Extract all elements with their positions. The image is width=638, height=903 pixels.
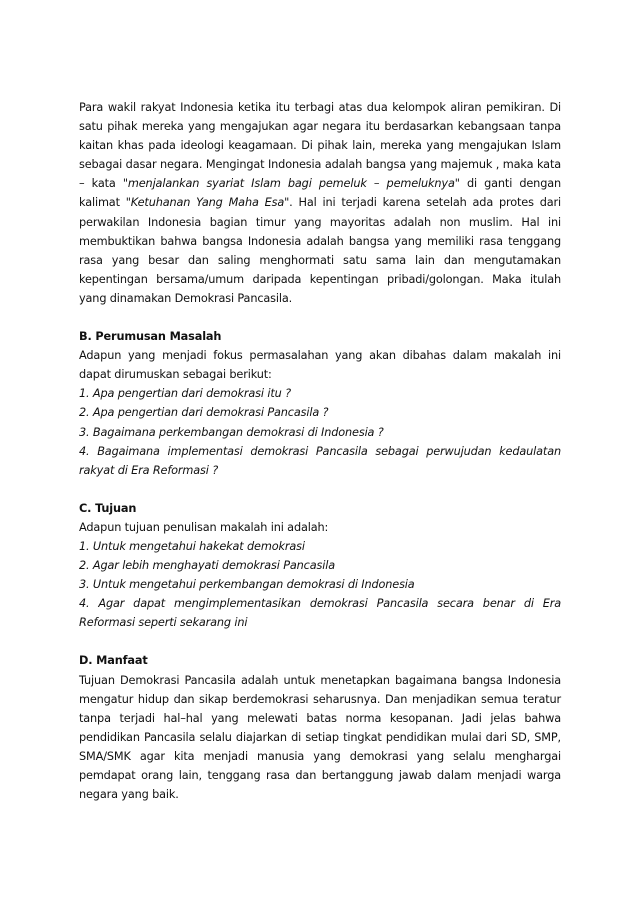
intro-text-2: di ganti dengan kalimat — [79, 177, 561, 210]
intro-quote-2: "Ketuhanan Yang Maha Esa" — [125, 196, 290, 210]
list-item: 4. Agar dapat mengimplementasikan demokrasi Pancasila secara benar di Era Reformasi seperti sekarang ini — [79, 597, 561, 630]
section-d-heading: D. Manfaat — [79, 654, 148, 668]
intro-text-1: Para wakil rakyat Indonesia ketika itu terbagi atas dua kelompok aliran pemikiran. Di satu pihak mereka yang mengajukan agar negara itu berdasarkan kebangsaan tanpa kaitan khas pada ideologi keagamaan. Di pihak lain, mereka yang mengajukan Islam sebagai dasar negara. Mengingat Indonesia adalah bangsa yang majemuk , maka kata – kata — [79, 101, 561, 191]
section-b-intro: Adapun yang menjadi fokus permasalahan yang akan dibahas dalam makalah ini dapat dirumuskan sebagai berikut: — [79, 349, 561, 382]
intro-quote-1: "menjalankan syariat Islam bagi pemeluk – pemeluknya" — [122, 177, 460, 191]
intro-paragraph — [79, 98, 561, 308]
list-item: 3. Bagaimana perkembangan demokrasi di Indonesia ? — [79, 425, 384, 439]
list-item: 1. Apa pengertian dari demokrasi itu ? — [79, 387, 291, 401]
list-item: 4. Bagaimana implementasi demokrasi Pancasila sebagai perwujudan kedaulatan rakyat di Era Reformasi ? — [79, 444, 561, 477]
document-content — [79, 98, 561, 804]
section-d-body: Tujuan Demokrasi Pancasila adalah untuk menetapkan bagaimana bangsa Indonesia mengatur hidup dan sikap berdemokrasi seharusnya. Dan menjadikan semua teratur tanpa terjadi hal–hal yang melewati batas norma kesopanan. Jadi jelas bahwa pendidikan Pancasila selalu diajarkan di setiap tingkat pendidikan mulai dari SD, SMP, SMA/SMK agar kita menjadi manusia yang demokrasi yang selalu menghargai pemdapat orang lain, tenggang rasa dan bertanggung jawab dalam menjadi warga negara yang baik. — [79, 673, 561, 802]
list-item: 2. Agar lebih menghayati demokrasi Pancasila — [79, 559, 335, 573]
section-c-list — [79, 537, 561, 632]
intro-text-3: . Hal ini terjadi karena setelah ada protes dari perwakilan Indonesia bagian timur yang mayoritas adalah non muslim. Hal ini membuktikan bahwa bangsa Indonesia adalah bangsa yang memiliki rasa tenggang rasa yang besar dan saling menghormati satu sama lain dan mengutamakan kepentingan bersama/umum daripada kepentingan pribadi/golongan. Maka itulah yang dinamakan Demokrasi Pancasila. — [79, 196, 561, 305]
section-c-heading: C. Tujuan — [79, 501, 137, 515]
list-item: 2. Apa pengertian dari demokrasi Pancasila ? — [79, 406, 329, 420]
section-c-intro: Adapun tujuan penulisan makalah ini adalah: — [79, 520, 329, 534]
list-item: 1. Untuk mengetahui hakekat demokrasi — [79, 539, 305, 553]
list-item: 3. Untuk mengetahui perkembangan demokrasi di Indonesia — [79, 578, 415, 592]
section-b-heading: B. Perumusan Masalah — [79, 330, 222, 344]
section-b-list — [79, 384, 561, 479]
